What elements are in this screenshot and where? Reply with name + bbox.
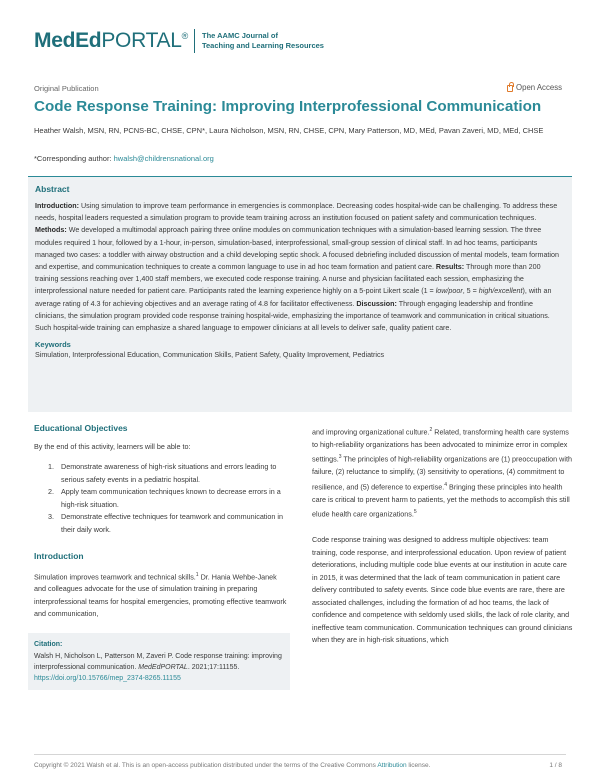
- abstract-text: [35, 200, 565, 334]
- right-paragraph-2: Code response training was designed to address multiple objectives: team training, code response, and interprofessional education. Upon review of patient deteriorations, including multiple code blue events at our institution in acute care in 2015, it was determined that the lack of team communication in patient care delivery contributed to safety events. Since code blue events are rare, there are associated challenges, including the formation of ad hoc teams, the lack of confidence and competence with seldomly used skills, the lack of role clarity, and ineffective team communication. Communication techniques can ground clinicians when they are in high-risk situations, which: [312, 535, 573, 645]
- intro-text-b: Dr. Hania Wehbe-Janek and colleagues advocate for the use of simulation training in preparing interprofessional teams for hospital emergencies, promoting effective teamwork and communication,: [34, 571, 287, 619]
- logo-bold-text: MedEd: [34, 29, 102, 52]
- reference-superscript[interactable]: 3: [338, 454, 342, 461]
- abstract-results-text: Through more than 200 training sessions reaching over 1,400 staff members, we executed code response training. A nurse and physician facilitated each session, emphasizing the interprofessional nature needed for patient care. Participants rated the learning experience highly on a 5-point Likert scale (1 =: [35, 263, 541, 296]
- introduction-paragraph: [34, 569, 289, 621]
- objectives-list: [34, 461, 289, 536]
- journal-logo[interactable]: [34, 29, 188, 53]
- objective-item: [48, 511, 289, 536]
- objective-item: [48, 461, 289, 486]
- copyright-text: Copyright © 2021 Walsh et al. This is an open-access publication distributed under the terms of the Creative Commons: [34, 762, 378, 769]
- reference-superscript[interactable]: 5: [413, 509, 417, 516]
- objectives-heading: Educational Objectives: [34, 423, 128, 433]
- reference-superscript[interactable]: 4: [444, 481, 448, 488]
- abstract-box: [28, 176, 572, 412]
- logo-light-text: PORTAL: [101, 29, 182, 52]
- citation-heading: Citation:: [34, 641, 63, 648]
- copyright-footer: [34, 762, 430, 769]
- publication-type: Original Publication: [34, 84, 99, 93]
- reference-superscript[interactable]: 2: [429, 427, 433, 433]
- citation-volume: . 2021;17:11155.: [187, 664, 240, 671]
- abstract-discussion-text: Through engaging leadership and frontline clinicians, the simulation program provided code response training hospital-wide, emphasizing the importance of teamwork and communication in critical situations. Such hospital-wide training can emphasize a shared language to empower clinicians at all levels to deliver safe, quality patient care.: [35, 299, 550, 333]
- journal-header: [34, 28, 324, 54]
- copyright-text-end: license.: [406, 762, 431, 769]
- right-text-a: and improving organizational culture.: [312, 427, 430, 437]
- likert-low-label: low/poor: [435, 287, 463, 296]
- right-text-b: Related, transforming health care systems to high-reliability organizations has been advocated to minimize error in complex settings.: [312, 427, 569, 464]
- right-text-c: The principles of high-reliability organizations are (1) preoccupation with failure, (2) reluctance to simplify, (3) sensitivity to operations, (4) commitment to resilience, and (5) deference to expertise.: [312, 454, 572, 492]
- objective-item: [48, 486, 289, 511]
- article-title: Code Response Training: Improving Interprofessional Communication: [34, 98, 542, 115]
- open-lock-icon: [507, 85, 513, 92]
- abstract-discussion-label: Discussion:: [356, 299, 397, 308]
- abstract-methods-text: We developed a multimodal approach pairing three online modules on communication techniques with a simulation-based learning session. The three modules required 1 hour, followed by a 1-hour, in-person, simulation-based, interprofessional, small-group session of clinical staff. In ad hoc teams, participants managed two cases: a toddler with airway obstruction and a child developing septic shock. A focused debriefing included discussion of mental models, team formation and expertise, and communication techniques to create a common language to use in ad hoc team formation and patient care.: [35, 226, 559, 272]
- right-text-d: Bringing these principles into health care is critical to prevent harm to patients, yet the methods to accomplish this still elude health care organizations.: [312, 482, 570, 519]
- objective-text: Demonstrate effective techniques for teamwork and communication in their daily work.: [61, 512, 283, 534]
- abstract-methods-label: Methods:: [35, 226, 67, 235]
- abstract-results-text-b: , 5 =: [462, 287, 479, 296]
- logo-registered-mark: ®: [181, 31, 188, 41]
- citation-doi-link[interactable]: https://doi.org/10.15766/mep_2374-8265.11155: [34, 675, 181, 682]
- intro-text-a: Simulation improves teamwork and technical skills.: [34, 571, 196, 581]
- abstract-intro-text: Using simulation to improve team performance in emergencies is commonplace. Decreasing codes hospital-wide can be challenging. To address these needs, hospital leaders requested a simulation program to provide team training across an institution focused on patient safety and communication techniques.: [35, 202, 558, 223]
- objective-number: 2.: [48, 487, 54, 496]
- corresponding-author: [34, 154, 214, 163]
- reference-superscript[interactable]: 1: [195, 571, 199, 578]
- objective-number: 1.: [48, 462, 54, 471]
- abstract-results-text-c: ), with an average rating of 4.3 for achieving objectives and an average rating of 4.8 for facilitator effectiveness.: [35, 287, 552, 308]
- citation-text: Walsh H, Nicholson L, Patterson M, Zaveri P. Code response training: improving interprofessional communication.: [34, 653, 282, 671]
- right-column: [312, 424, 574, 647]
- abstract-heading: Abstract: [35, 184, 70, 194]
- introduction-heading: Introduction: [34, 551, 84, 561]
- tagline-line1: The AAMC Journal of: [201, 31, 278, 40]
- keywords-heading: Keywords: [35, 340, 71, 350]
- open-access-badge: [507, 83, 562, 92]
- page-number: 1 / 8: [549, 762, 562, 769]
- journal-tagline: [202, 31, 324, 51]
- left-column: [34, 422, 289, 621]
- logo-divider: [194, 29, 195, 53]
- author-list: Heather Walsh, MSN, RN, PCNS-BC, CHSE, CPN*, Laura Nicholson, MSN, RN, CHSE, CPN, Mary Patterson, MD, MEd, Pavan Zaveri, MD, MEd, CHSE: [34, 126, 544, 135]
- abstract-results-label: Results:: [435, 263, 465, 272]
- footer-divider: [34, 754, 566, 755]
- corresponding-email-link[interactable]: hwalsh@childrensnational.org: [113, 154, 214, 163]
- objective-text: Demonstrate awareness of high-risk situations and errors leading to serious safety events in a pediatric hospital.: [61, 462, 277, 484]
- right-paragraph-1: [312, 424, 574, 521]
- license-link[interactable]: Attribution: [377, 762, 407, 769]
- citation-box: [28, 633, 290, 690]
- objectives-lead: By the end of this activity, learners will be able to:: [34, 441, 191, 451]
- objective-text: Apply team communication techniques known to decrease errors in a high-risk situation.: [61, 487, 281, 509]
- tagline-line2: Teaching and Learning Resources: [201, 41, 324, 50]
- corresponding-label: *Corresponding author:: [34, 154, 114, 163]
- likert-high-label: high/excellent: [478, 287, 523, 296]
- abstract-intro-label: Introduction:: [35, 202, 80, 210]
- citation-journal: MedEdPORTAL: [138, 664, 188, 671]
- keywords-list: Simulation, Interprofessional Education, Communication Skills, Patient Safety, Quality Improvement, Pediatrics: [35, 351, 385, 360]
- objective-number: 3.: [48, 512, 54, 521]
- open-access-label: Open Access: [516, 83, 562, 92]
